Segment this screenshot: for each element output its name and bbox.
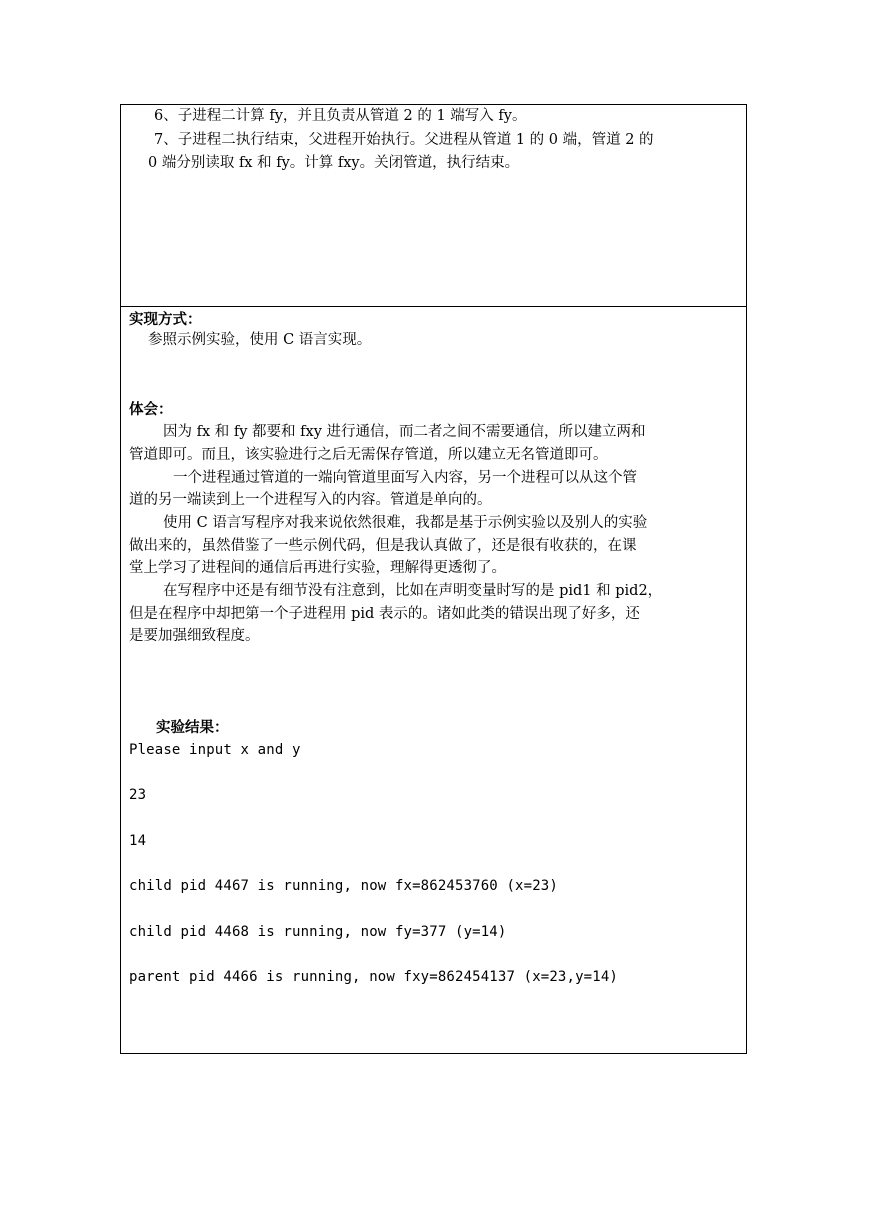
- reflection-line: 一个进程通过管道的一端向管道里面写入内容，另一个进程可以从这个管: [173, 470, 637, 486]
- implementation-heading: 实现方式：: [129, 311, 202, 328]
- output-line: 14: [129, 833, 147, 849]
- reflection-line: 在写程序中还是有细节没有注意到，比如在声明变量时写的是 pid1 和 pid2，: [163, 583, 663, 599]
- results-heading: 实验结果：: [156, 719, 229, 736]
- reflection-line: 管道即可。而且，该实验进行之后无需保存管道，所以建立无名管道即可。: [129, 447, 608, 463]
- step-7-line-2: 0 端分别读取 fx 和 fy。计算 fxy。关闭管道，执行结束。: [148, 155, 520, 171]
- reflection-line: 道的另一端读到上一个进程写入的内容。管道是单向的。: [129, 492, 492, 508]
- output-line: parent pid 4466 is running, now fxy=862454137 (x=23,y=14): [129, 969, 618, 985]
- reflection-line: 堂上学习了进程间的通信后再进行实验，理解得更透彻了。: [129, 560, 506, 576]
- report-table: [120, 104, 747, 1054]
- output-line: child pid 4468 is running, now fy=377 (y=14): [129, 924, 507, 940]
- step-7-line-1: 7、子进程二执行结束，父进程开始执行。父进程从管道 1 的 0 端，管道 2 的: [154, 132, 654, 148]
- reflection-line: 是要加强细致程度。: [129, 628, 260, 644]
- output-line: 23: [129, 787, 147, 803]
- step-6-text: 6、子进程二计算 fy，并且负责从管道 2 的 1 端写入 fy。: [154, 108, 527, 124]
- reflection-heading: 体会：: [129, 401, 173, 418]
- reflection-line: 但是在程序中却把第一个子进程用 pid 表示的。诸如此类的错误出现了好多，还: [129, 606, 640, 622]
- reflection-line: 因为 fx 和 fy 都要和 fxy 进行通信，而二者之间不需要通信，所以建立两和: [163, 424, 646, 440]
- reflection-line: 使用 C 语言写程序对我来说依然很难，我都是基于示例实验以及别人的实验: [163, 515, 648, 531]
- output-line: Please input x and y: [129, 742, 301, 758]
- implementation-text: 参照示例实验，使用 C 语言实现。: [148, 332, 372, 348]
- cell-divider: [121, 306, 746, 307]
- reflection-line: 做出来的，虽然借鉴了一些示例代码，但是我认真做了，还是很有收获的，在课: [129, 538, 637, 554]
- output-line: child pid 4467 is running, now fx=862453760 (x=23): [129, 878, 558, 894]
